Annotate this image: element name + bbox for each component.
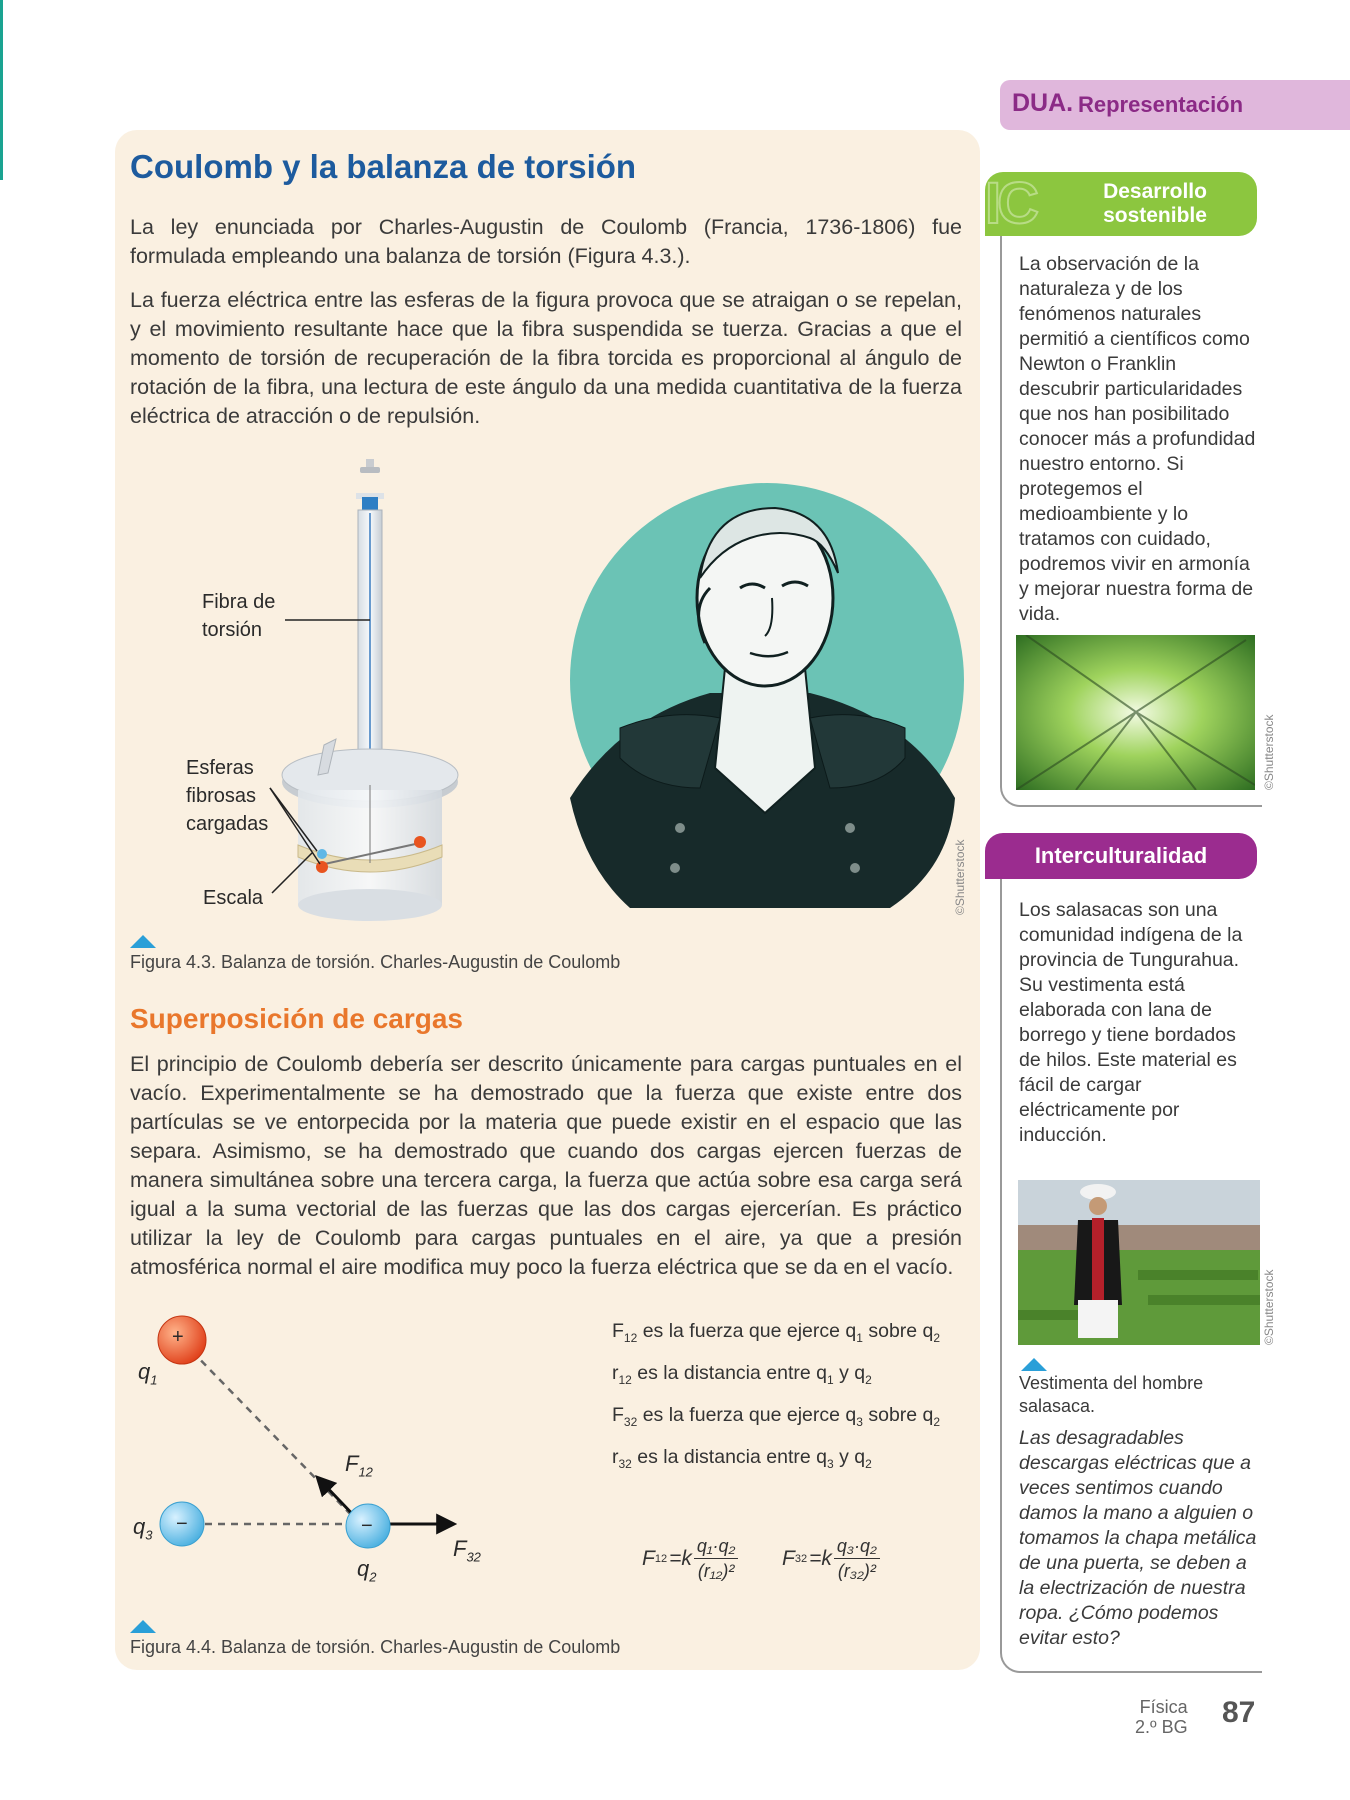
figure-marker-triangle (130, 935, 156, 948)
coulomb-formula-f32: F 32 =k q₃·q₂ (r₃₂)² (782, 1534, 880, 1583)
section2-title: Superposición de cargas (130, 1003, 463, 1034)
salasaca-photo-caption: Vestimenta del hombre salasaca. (1019, 1373, 1204, 1416)
ic-icon: IC (985, 171, 1035, 236)
label-spheres: Esferas fibrosas cargadas (186, 757, 269, 835)
section2-paragraph: El principio de Coulomb debería ser descrito únicamente para cargas puntuales en el vacío. Experimentalmente se ha demostrado que la fuerza que existe entre dos partículas se ve entorpecida por la materia que puede existir en el espacio que las separa. Asimismo, se ha demostrado que cuando dos cargas ejercen fuerzas de manera simultánea sobre una tercera carga, la fuerza que actúa sobre esa carga será igual a la suma vectorial de las fuerzas que las dos cargas ejercerían. Es práctico utilizar la ley de Coulomb para cargas puntuales en el aire, ya que a presión atmosférica normal el aire modifica muy poco la fuerza eléctrica que se da en el vacío. (130, 1052, 962, 1279)
sustainable-development-header: Desarrollo sostenible (985, 172, 1257, 236)
salasaca-photo-credit: ©Shutterstock (1262, 1269, 1276, 1345)
charge-plus-sign: + (172, 1326, 184, 1348)
figure-44-caption: Figura 4.4. Balanza de torsión. Charles-Augustin de Coulomb (130, 1637, 621, 1657)
label-scale: Escala (203, 887, 264, 909)
definition-r32: $r_{32}$ es la distancia entre $q_3$ y $q_2$ (612, 1446, 872, 1471)
figure-marker-triangle (1021, 1358, 1047, 1371)
torsion-balance-illustration (180, 455, 480, 925)
page-number: 87 (1222, 1696, 1256, 1729)
label-f32: $F_{32}$ (453, 1536, 481, 1565)
reflection-question: Las desagradables descargas eléctricas que a veces sentimos cuando damos la mano a alguien o tomamos la chapa metálica de una puerta, se deben a la electrización de nuestra ropa. ¿Cómo podemos evitar esto? (1019, 1427, 1257, 1649)
label-q1: $q_1$ (138, 1359, 158, 1388)
definition-f12: $F_{12}$ es la fuerza que ejerce $q_1$ sobre $q_2$ (612, 1320, 941, 1345)
section-title: Coulomb y la balanza de torsión (130, 148, 637, 185)
dua-label: DUA. (1012, 89, 1074, 117)
dua-header-bar (1000, 80, 1350, 130)
definition-r12: $r_{12}$ es la distancia entre $q_1$ y $q_2$ (612, 1362, 872, 1387)
footer-subject: Física 2.º BG (1135, 1697, 1188, 1737)
forest-photo-credit: ©Shutterstock (1262, 714, 1276, 790)
dua-representation-label: Representación (1078, 92, 1244, 117)
body-paragraph: La fuerza eléctrica entre las esferas de la figura provoca que se atraigan o se repelan, y el movimiento resultante hace que la fibra suspendida se tuerza. Gracias a que el momento de torsión de recuperación de la fibra torcida es proporcional al ángulo de rotación de la fibra, una lectura de este ángulo da una medida cuantitativa de la fuerza eléctrica de atracción o de repulsión. (130, 288, 962, 428)
figure-marker-triangle (130, 1620, 156, 1633)
page-edge-rule (0, 0, 3, 180)
label-fiber: Fibra de torsión (202, 591, 276, 641)
label-q3: $q_3$ (133, 1514, 153, 1543)
salasaca-man-photo (1018, 1180, 1260, 1345)
label-q2: $q_2$ (357, 1556, 377, 1585)
charge-minus-sign-q3: − (176, 1513, 188, 1535)
interculturality-text: Los salasacas son una comunidad indígena de la provincia de Tungurahua. Su vestimenta está elaborada con lana de borrego y tiene bordados de hilos. Este material es fácil de cargar eléctricamente por inducción. (1019, 899, 1243, 1146)
definition-f32: $F_{32}$ es la fuerza que ejerce $q_3$ sobre $q_2$ (612, 1404, 941, 1429)
sustainable-development-text: La observación de la naturaleza y de los fenómenos naturales permitió a científicos como Newton o Franklin descubrir particularidades que nos han posibilitado conocer más a profundidad nuestro entorno. Si protegemos el medioambiente y lo tratamos con cuidado, podremos vivir en armonía y mejorar nuestra forma de vida. (1019, 253, 1256, 625)
coulomb-portrait (560, 468, 965, 910)
portrait-credit: ©Shutterstock (953, 839, 967, 915)
interculturality-header: Interculturalidad (985, 833, 1257, 879)
charge-minus-sign-q2: − (361, 1515, 373, 1537)
forest-canopy-photo (1016, 635, 1255, 790)
coulomb-formula-f12: F 12 =k q₁·q₂ (r₁₂)² (642, 1534, 738, 1583)
label-f12: $F_{12}$ (345, 1451, 373, 1480)
figure-43-caption: Figura 4.3. Balanza de torsión. Charles-Augustin de Coulomb (130, 952, 621, 972)
intro-paragraph: La ley enunciada por Charles-Augustin de Coulomb (Francia, 1736-1806) fue formulada empleando una balanza de torsión (Figura 4.3.). (130, 215, 962, 268)
variable-definitions (612, 1320, 940, 1488)
